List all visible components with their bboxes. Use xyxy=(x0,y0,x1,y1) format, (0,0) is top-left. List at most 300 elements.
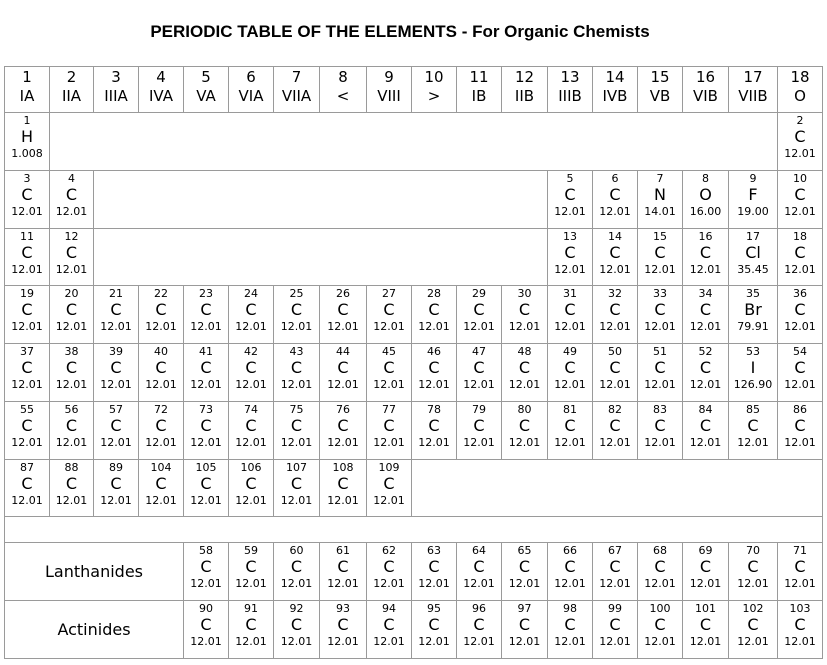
element-symbol: C xyxy=(473,358,485,377)
element-cell xyxy=(273,401,320,460)
atomic-number: 64 xyxy=(472,544,486,557)
atomic-number: 51 xyxy=(653,345,667,358)
atomic-mass: 12.01 xyxy=(327,635,359,648)
group-label: IIB xyxy=(514,87,535,105)
group-number: 8 xyxy=(338,68,348,86)
group-label: < xyxy=(336,87,350,105)
atomic-number: 94 xyxy=(382,602,396,615)
atomic-mass: 12.01 xyxy=(190,494,222,507)
atomic-mass: 12.01 xyxy=(145,494,177,507)
atomic-mass: 12.01 xyxy=(11,263,43,276)
atomic-mass: 12.01 xyxy=(280,436,313,449)
element-cell xyxy=(93,401,139,460)
atomic-number: 77 xyxy=(382,403,396,416)
element-cell xyxy=(728,343,778,402)
element-cell xyxy=(501,600,548,659)
atomic-number: 40 xyxy=(154,345,168,358)
atomic-mass: 14.01 xyxy=(644,205,676,218)
element-cell xyxy=(728,285,778,344)
atomic-number: 89 xyxy=(109,461,123,474)
element-cell xyxy=(501,401,548,460)
atomic-mass: 12.01 xyxy=(689,378,722,391)
element-cell xyxy=(547,170,593,229)
atomic-number: 55 xyxy=(20,403,34,416)
atomic-mass: 12.01 xyxy=(784,378,816,391)
element-symbol: C xyxy=(337,557,349,576)
element-symbol: C xyxy=(21,300,33,319)
atomic-mass: 12.01 xyxy=(418,635,450,648)
atomic-mass: 12.01 xyxy=(327,577,359,590)
element-cell xyxy=(501,285,548,344)
element-cell xyxy=(4,401,50,460)
atomic-mass: 12.01 xyxy=(190,577,222,590)
element-cell xyxy=(366,401,412,460)
element-cell xyxy=(273,459,320,517)
atomic-number: 81 xyxy=(563,403,577,416)
atomic-number: 11 xyxy=(20,230,34,243)
atomic-number: 1 xyxy=(23,114,31,127)
atomic-number: 28 xyxy=(427,287,441,300)
element-symbol: C xyxy=(428,300,440,319)
element-cell xyxy=(319,343,367,402)
element-symbol: C xyxy=(794,185,806,204)
element-cell xyxy=(93,343,139,402)
atomic-mass: 12.01 xyxy=(554,378,586,391)
atomic-number: 75 xyxy=(289,403,304,416)
atomic-mass: 12.01 xyxy=(145,320,177,333)
element-symbol: C xyxy=(200,615,212,634)
atomic-number: 57 xyxy=(109,403,123,416)
atomic-mass: 12.01 xyxy=(689,436,722,449)
group-header xyxy=(366,66,412,113)
element-cell xyxy=(547,600,593,659)
atomic-number: 42 xyxy=(244,345,258,358)
atomic-mass: 12.01 xyxy=(327,436,359,449)
atomic-number: 52 xyxy=(698,345,713,358)
atomic-mass: 16.00 xyxy=(689,205,722,218)
atomic-number: 27 xyxy=(382,287,396,300)
element-symbol: C xyxy=(21,185,33,204)
element-cell xyxy=(273,600,320,659)
element-cell xyxy=(777,112,823,171)
element-cell xyxy=(637,285,683,344)
atomic-mass: 12.01 xyxy=(418,436,450,449)
element-symbol: C xyxy=(564,358,576,377)
element-cell xyxy=(637,170,683,229)
atomic-number: 3 xyxy=(23,172,31,185)
element-symbol: C xyxy=(290,615,303,634)
element-symbol: C xyxy=(654,615,666,634)
element-symbol: O xyxy=(699,185,712,204)
element-symbol: C xyxy=(65,243,78,262)
group-header xyxy=(49,66,94,113)
atomic-number: 39 xyxy=(109,345,123,358)
element-symbol: C xyxy=(65,300,78,319)
group-number: 3 xyxy=(111,68,121,86)
group-header xyxy=(547,66,593,113)
atomic-number: 10 xyxy=(793,172,807,185)
element-cell xyxy=(4,285,50,344)
element-cell xyxy=(273,343,320,402)
element-cell xyxy=(592,542,638,601)
element-symbol: C xyxy=(383,300,395,319)
group-number: 15 xyxy=(650,68,670,86)
element-cell xyxy=(138,401,184,460)
atomic-number: 74 xyxy=(244,403,258,416)
atomic-mass: 12.01 xyxy=(235,635,267,648)
atomic-mass: 126.90 xyxy=(733,378,773,391)
atomic-mass: 12.01 xyxy=(784,436,816,449)
atomic-number: 92 xyxy=(289,602,304,615)
atomic-number: 29 xyxy=(472,287,486,300)
element-symbol: C xyxy=(794,300,806,319)
atomic-mass: 12.01 xyxy=(235,494,267,507)
element-symbol: C xyxy=(654,300,666,319)
atomic-number: 78 xyxy=(427,403,441,416)
element-symbol: C xyxy=(337,615,349,634)
element-cell xyxy=(4,170,50,229)
element-symbol: C xyxy=(699,358,712,377)
element-cell xyxy=(273,285,320,344)
element-symbol: C xyxy=(110,358,122,377)
atomic-mass: 12.01 xyxy=(554,577,586,590)
element-symbol: C xyxy=(383,474,395,493)
atomic-mass: 12.01 xyxy=(190,320,222,333)
element-cell xyxy=(366,600,412,659)
atomic-number: 61 xyxy=(336,544,350,557)
atomic-number: 21 xyxy=(109,287,123,300)
group-label: IA xyxy=(19,87,35,105)
atomic-number: 58 xyxy=(199,544,213,557)
atomic-number: 65 xyxy=(517,544,532,557)
atomic-number: 59 xyxy=(244,544,258,557)
atomic-number: 12 xyxy=(64,230,79,243)
atomic-number: 4 xyxy=(68,172,75,185)
atomic-mass: 12.01 xyxy=(784,635,816,648)
element-cell xyxy=(547,285,593,344)
atomic-mass: 12.01 xyxy=(644,263,676,276)
element-cell xyxy=(319,542,367,601)
element-symbol: C xyxy=(110,300,122,319)
atomic-number: 46 xyxy=(427,345,441,358)
element-symbol: C xyxy=(564,416,576,435)
group-number: 10 xyxy=(424,68,444,86)
atomic-number: 86 xyxy=(793,403,807,416)
element-symbol: C xyxy=(245,416,257,435)
element-cell xyxy=(228,459,274,517)
element-cell xyxy=(592,228,638,286)
element-symbol: H xyxy=(20,127,34,146)
group-label: IIA xyxy=(61,87,82,105)
atomic-mass: 12.01 xyxy=(418,577,450,590)
element-cell xyxy=(777,170,823,229)
atomic-mass: 12.01 xyxy=(689,320,722,333)
element-symbol: C xyxy=(794,557,806,576)
element-symbol: C xyxy=(21,416,33,435)
element-cell xyxy=(228,285,274,344)
element-symbol: C xyxy=(155,358,167,377)
atomic-mass: 12.01 xyxy=(11,436,43,449)
atomic-number: 91 xyxy=(244,602,258,615)
element-cell xyxy=(547,401,593,460)
atomic-number: 80 xyxy=(517,403,532,416)
element-cell xyxy=(183,343,229,402)
element-symbol: C xyxy=(21,474,33,493)
element-cell xyxy=(728,600,778,659)
element-symbol: C xyxy=(518,557,531,576)
atomic-number: 49 xyxy=(563,345,577,358)
atomic-number: 7 xyxy=(656,172,664,185)
atomic-mass: 12.01 xyxy=(55,494,88,507)
periodic-table xyxy=(4,66,822,660)
atomic-mass: 12.01 xyxy=(235,436,267,449)
atomic-mass: 12.01 xyxy=(508,577,541,590)
atomic-mass: 12.01 xyxy=(280,320,313,333)
atomic-mass: 12.01 xyxy=(235,320,267,333)
atomic-mass: 12.01 xyxy=(463,635,495,648)
empty-block xyxy=(49,112,778,171)
element-cell xyxy=(138,459,184,517)
atomic-mass: 12.01 xyxy=(737,436,769,449)
element-symbol: C xyxy=(609,615,621,634)
atomic-number: 66 xyxy=(563,544,577,557)
element-cell xyxy=(456,401,502,460)
element-cell xyxy=(183,600,229,659)
element-symbol: C xyxy=(21,358,33,377)
element-cell xyxy=(777,228,823,286)
element-cell xyxy=(411,401,457,460)
group-number: 12 xyxy=(514,68,535,86)
atomic-mass: 12.01 xyxy=(145,436,177,449)
element-cell xyxy=(319,459,367,517)
atomic-mass: 12.01 xyxy=(327,378,359,391)
atomic-mass: 12.01 xyxy=(689,577,722,590)
element-cell xyxy=(456,343,502,402)
atomic-number: 101 xyxy=(695,602,716,615)
atomic-mass: 12.01 xyxy=(280,635,313,648)
atomic-number: 68 xyxy=(653,544,667,557)
atomic-number: 17 xyxy=(746,230,760,243)
atomic-number: 53 xyxy=(746,345,760,358)
atomic-mass: 12.01 xyxy=(644,577,676,590)
element-symbol: C xyxy=(290,474,303,493)
group-number: 5 xyxy=(201,68,211,86)
group-label: VIII xyxy=(377,87,401,105)
atomic-number: 48 xyxy=(517,345,532,358)
atomic-number: 79 xyxy=(472,403,486,416)
element-symbol: C xyxy=(245,557,257,576)
atomic-number: 82 xyxy=(608,403,622,416)
empty-block xyxy=(411,459,823,517)
group-header xyxy=(777,66,823,113)
element-cell xyxy=(728,170,778,229)
element-symbol: C xyxy=(518,300,531,319)
element-symbol: C xyxy=(747,615,759,634)
atomic-mass: 12.01 xyxy=(100,378,132,391)
atomic-mass: 12.01 xyxy=(689,635,722,648)
element-symbol: C xyxy=(473,615,485,634)
atomic-mass: 12.01 xyxy=(644,320,676,333)
atomic-number: 98 xyxy=(563,602,577,615)
element-symbol: C xyxy=(337,358,349,377)
element-symbol: C xyxy=(747,557,759,576)
atomic-number: 8 xyxy=(702,172,709,185)
element-symbol: C xyxy=(609,300,621,319)
group-number: 6 xyxy=(246,68,256,86)
atomic-mass: 12.01 xyxy=(463,577,495,590)
atomic-number: 35 xyxy=(746,287,760,300)
element-cell xyxy=(138,343,184,402)
atomic-number: 73 xyxy=(199,403,213,416)
element-cell xyxy=(228,343,274,402)
atomic-number: 5 xyxy=(566,172,574,185)
element-cell xyxy=(93,285,139,344)
atomic-mass: 19.00 xyxy=(737,205,769,218)
element-symbol: C xyxy=(564,615,576,634)
element-symbol: C xyxy=(794,416,806,435)
element-cell xyxy=(411,542,457,601)
element-cell xyxy=(777,542,823,601)
series-label: Actinides xyxy=(4,600,184,659)
atomic-number: 32 xyxy=(608,287,622,300)
element-symbol: C xyxy=(794,358,806,377)
group-header xyxy=(319,66,367,113)
atomic-mass: 12.01 xyxy=(599,635,631,648)
element-cell xyxy=(319,285,367,344)
element-symbol: C xyxy=(609,416,621,435)
atomic-mass: 12.01 xyxy=(463,436,495,449)
element-cell xyxy=(637,401,683,460)
atomic-number: 83 xyxy=(653,403,667,416)
atomic-number: 72 xyxy=(154,403,168,416)
group-header xyxy=(637,66,683,113)
atomic-mass: 12.01 xyxy=(644,378,676,391)
atomic-mass: 12.01 xyxy=(100,320,132,333)
element-symbol: C xyxy=(290,416,303,435)
element-cell xyxy=(366,343,412,402)
group-number: 14 xyxy=(605,68,625,86)
element-symbol: C xyxy=(245,358,257,377)
atomic-mass: 12.01 xyxy=(599,378,631,391)
atomic-mass: 12.01 xyxy=(11,494,43,507)
element-symbol: C xyxy=(200,474,212,493)
group-number: 18 xyxy=(790,68,810,86)
element-symbol: C xyxy=(155,474,167,493)
element-symbol: C xyxy=(290,300,303,319)
group-header xyxy=(273,66,320,113)
group-header xyxy=(728,66,778,113)
group-label: VIB xyxy=(693,87,718,105)
atomic-mass: 12.01 xyxy=(373,378,405,391)
element-cell xyxy=(682,343,729,402)
atomic-number: 19 xyxy=(20,287,34,300)
atomic-number: 85 xyxy=(746,403,760,416)
atomic-mass: 12.01 xyxy=(554,436,586,449)
group-header xyxy=(183,66,229,113)
atomic-number: 47 xyxy=(472,345,486,358)
group-header xyxy=(456,66,502,113)
element-symbol: C xyxy=(383,557,395,576)
atomic-mass: 12.01 xyxy=(508,378,541,391)
element-cell xyxy=(547,228,593,286)
element-symbol: C xyxy=(699,243,712,262)
atomic-number: 88 xyxy=(64,461,79,474)
element-cell xyxy=(228,542,274,601)
group-label: IIIB xyxy=(558,87,582,105)
atomic-mass: 12.01 xyxy=(11,378,43,391)
element-cell xyxy=(777,285,823,344)
element-cell xyxy=(4,459,50,517)
atomic-number: 102 xyxy=(742,602,764,615)
atomic-mass: 12.01 xyxy=(190,635,222,648)
atomic-mass: 12.01 xyxy=(689,263,722,276)
element-symbol: C xyxy=(65,358,78,377)
element-cell xyxy=(4,228,50,286)
atomic-mass: 12.01 xyxy=(100,436,132,449)
element-cell xyxy=(592,343,638,402)
group-number: 7 xyxy=(291,68,302,86)
element-symbol: C xyxy=(609,358,621,377)
atomic-number: 95 xyxy=(427,602,441,615)
group-label: IIIA xyxy=(104,87,128,105)
atomic-number: 62 xyxy=(382,544,396,557)
atomic-number: 93 xyxy=(336,602,350,615)
element-cell xyxy=(411,285,457,344)
atomic-number: 45 xyxy=(382,345,396,358)
element-symbol: C xyxy=(65,416,78,435)
group-label: IB xyxy=(471,87,487,105)
atomic-mass: 12.01 xyxy=(508,320,541,333)
element-symbol: C xyxy=(337,300,349,319)
element-cell xyxy=(411,343,457,402)
element-symbol: C xyxy=(428,557,440,576)
element-symbol: C xyxy=(654,243,666,262)
element-cell xyxy=(547,343,593,402)
atomic-number: 15 xyxy=(653,230,667,243)
atomic-number: 76 xyxy=(336,403,350,416)
atomic-number: 104 xyxy=(150,461,172,474)
atomic-mass: 12.01 xyxy=(373,436,405,449)
atomic-mass: 12.01 xyxy=(373,635,405,648)
element-symbol: C xyxy=(564,557,576,576)
element-symbol: C xyxy=(65,474,78,493)
element-cell xyxy=(456,285,502,344)
group-header xyxy=(138,66,184,113)
element-cell xyxy=(319,600,367,659)
element-symbol: C xyxy=(699,557,712,576)
group-number: 9 xyxy=(384,68,394,86)
element-cell xyxy=(366,542,412,601)
atomic-mass: 12.01 xyxy=(418,378,450,391)
element-symbol: C xyxy=(245,474,257,493)
element-symbol: C xyxy=(794,127,806,146)
page-title: PERIODIC TABLE OF THE ELEMENTS - For Organic Chemists xyxy=(150,22,650,41)
atomic-number: 2 xyxy=(796,114,804,127)
atomic-mass: 12.01 xyxy=(11,320,43,333)
element-cell xyxy=(183,459,229,517)
atomic-number: 41 xyxy=(199,345,213,358)
atomic-mass: 79.91 xyxy=(737,320,769,333)
atomic-mass: 12.01 xyxy=(418,320,450,333)
group-header xyxy=(228,66,274,113)
group-number: 16 xyxy=(695,68,716,86)
element-symbol: C xyxy=(699,300,712,319)
element-cell xyxy=(637,542,683,601)
atomic-mass: 12.01 xyxy=(784,263,816,276)
atomic-number: 103 xyxy=(789,602,811,615)
atomic-mass: 12.01 xyxy=(55,378,88,391)
atomic-mass: 12.01 xyxy=(784,205,816,218)
